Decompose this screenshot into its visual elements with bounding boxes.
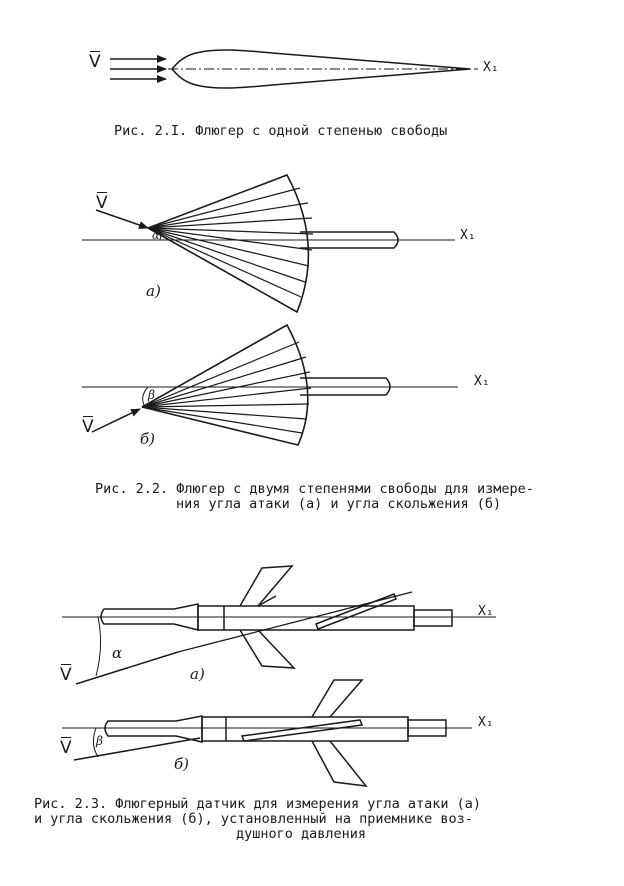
fig2-caption-line2: ния угла атаки (а) и угла скольжения (б) bbox=[176, 496, 502, 512]
fig3a-axis-label: X₁ bbox=[478, 604, 494, 619]
fig1-axis-label: X₁ bbox=[483, 60, 499, 75]
fig1-velocity-label: V bbox=[89, 52, 101, 72]
fig3b-angle-label: β bbox=[96, 734, 103, 748]
fig3-caption-line3: душного давления bbox=[236, 826, 367, 842]
fig2a-angle-label: α bbox=[152, 229, 160, 242]
fig3-caption-line2: и угла скольжения (б), установленный на приемнике воз- bbox=[34, 811, 473, 827]
fig3b-axis-label: X₁ bbox=[478, 715, 494, 730]
fig3a-velocity-arrow bbox=[76, 652, 178, 684]
fig2a-velocity-label: V bbox=[96, 193, 108, 213]
fig3a-angle-arc bbox=[96, 617, 101, 676]
fig2b-panel-label: б) bbox=[140, 430, 156, 448]
fig3a-velocity-label: V bbox=[60, 665, 72, 685]
fig3-caption-line1: Рис. 2.3. Флюгерный датчик для измерения угла атаки (а) bbox=[34, 796, 482, 812]
fig3a-panel-label: а) bbox=[190, 665, 205, 683]
fig3a-angle-label: α bbox=[112, 644, 123, 662]
fig2b-fan bbox=[142, 325, 311, 445]
fig2a-panel-label: а) bbox=[146, 282, 161, 300]
fig2a-axis-label: X₁ bbox=[460, 228, 476, 243]
fig2b-velocity-label: V bbox=[82, 417, 94, 437]
fig1-flow-arrows bbox=[110, 59, 166, 79]
fig3b-panel-label: б) bbox=[174, 755, 190, 773]
fig2b-angle-label: β bbox=[148, 388, 155, 402]
fig3b-velocity-label: V bbox=[60, 738, 72, 758]
fig2b-axis-label: X₁ bbox=[474, 374, 490, 389]
fig2b-velocity-arrow bbox=[92, 409, 140, 432]
fig2a-fan bbox=[148, 175, 313, 312]
fig2-caption-line1: Рис. 2.2. Флюгер с двумя степенями свободы для измере- bbox=[95, 481, 534, 497]
fig1-caption: Рис. 2.I. Флюгер с одной степенью свободы bbox=[114, 123, 448, 139]
fig3b-sensor bbox=[105, 680, 446, 786]
